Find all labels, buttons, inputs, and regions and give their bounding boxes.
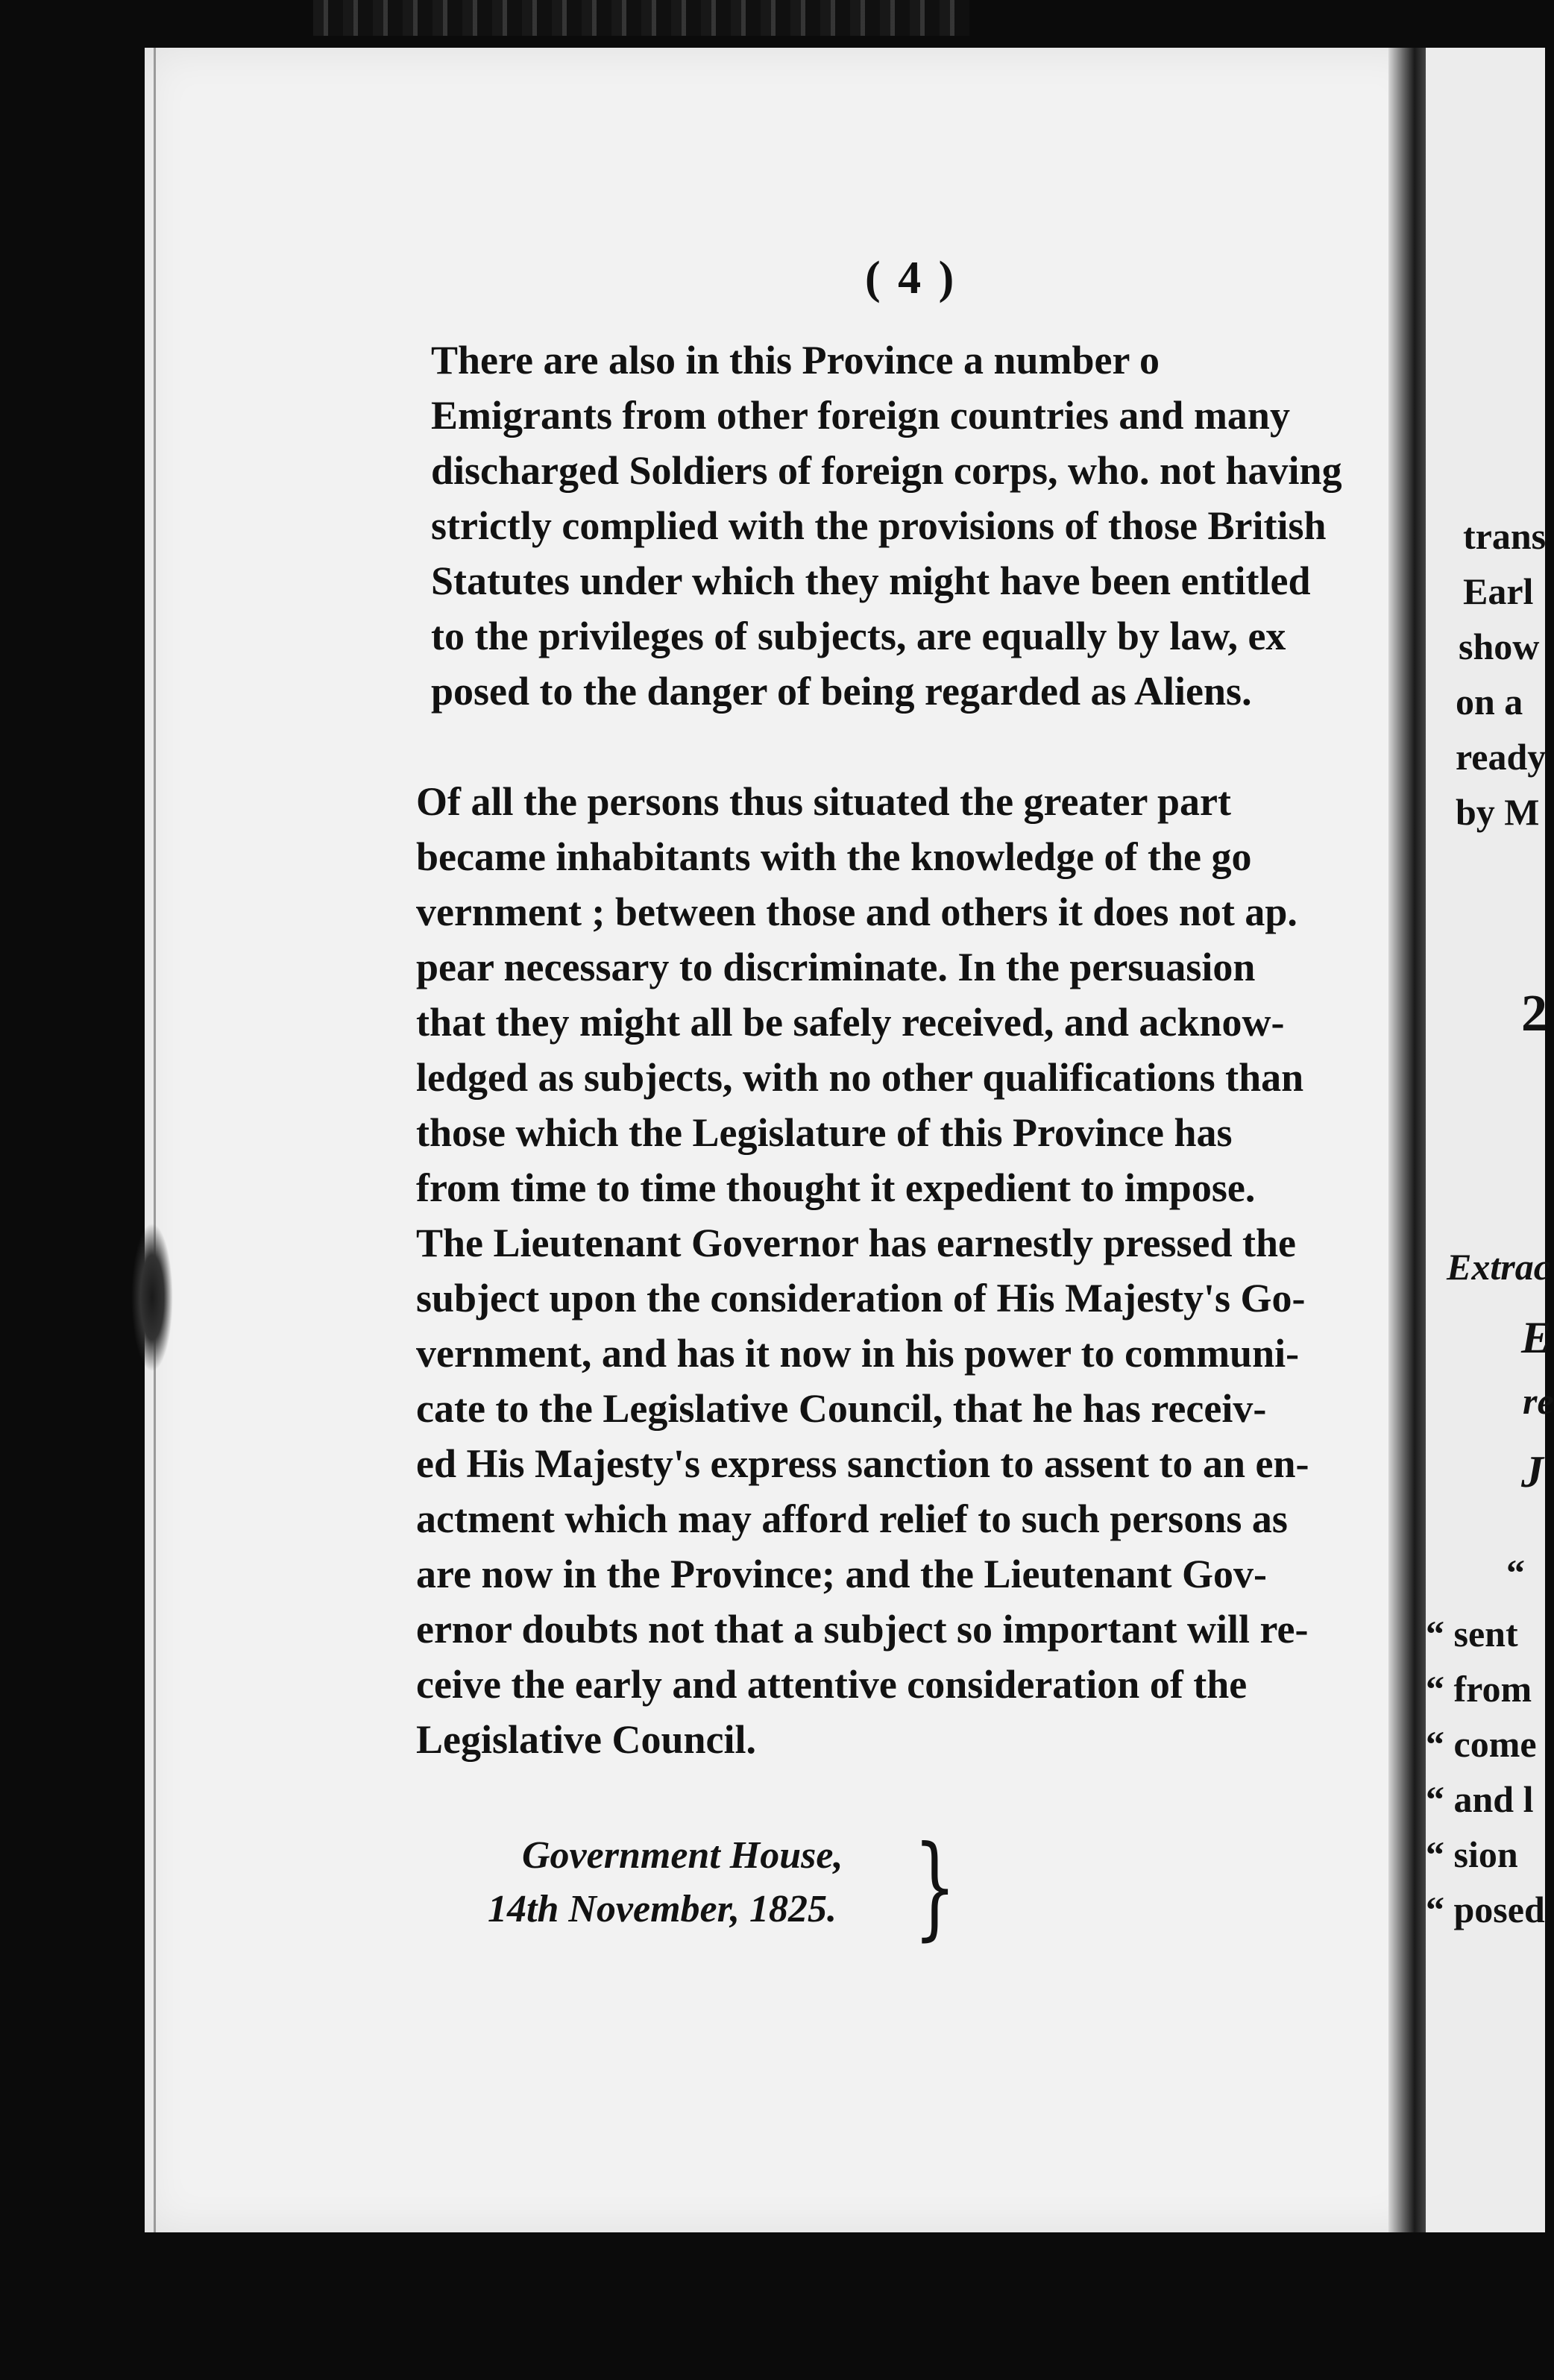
text-line: that they might all be safely received, and acknow- [416, 1000, 1285, 1045]
text-line: vernment ; between those and others it does not ap. [416, 890, 1297, 934]
text-line: actment which may afford relief to such persons as [416, 1496, 1288, 1541]
text-line: ed His Majesty's express sanction to assent to an en- [416, 1441, 1309, 1486]
text-line: The Lieutenant Governor has earnestly pressed the [416, 1221, 1296, 1265]
text-line: Emigrants from other foreign countries and many [431, 393, 1290, 438]
text-line: pear necessary to discriminate. In the persuasion [416, 945, 1256, 989]
right-page-line: “ posed [1426, 1889, 1545, 1930]
text-line: strictly complied with the provisions of those British [431, 503, 1327, 548]
text-line: Of all the persons thus situated the greater part [416, 779, 1231, 824]
right-page-line: ready [1456, 736, 1547, 778]
right-page-line: J [1521, 1447, 1544, 1496]
signature-date: 14th November, 1825. [488, 1888, 837, 1930]
right-page-line: “ and l [1426, 1778, 1534, 1820]
signature-brace: } [913, 1822, 957, 1952]
paragraph-persons [416, 774, 1385, 1767]
text-line: cate to the Legislative Council, that he has receiv- [416, 1386, 1267, 1431]
page-edge-rule [154, 48, 156, 2232]
text-line: ceive the early and attentive consideration of the [416, 1662, 1248, 1707]
text-line: vernment, and has it now in his power to communi- [416, 1331, 1300, 1376]
page-number: ( 4 ) [865, 253, 957, 303]
text-line: from time to time thought it expedient to impose. [416, 1165, 1256, 1210]
text-line: to the privileges of subjects, are equally by law, ex [431, 614, 1286, 658]
text-line: are now in the Province; and the Lieutenant Gov- [416, 1552, 1267, 1596]
signature-place: Government House, [522, 1834, 843, 1877]
paragraph-aliens [431, 333, 1400, 719]
right-page-line: trans [1463, 515, 1547, 557]
right-page-line: “ [1506, 1552, 1525, 1593]
text-line: those which the Legislature of this Province has [416, 1110, 1233, 1155]
scan-top-strip [313, 0, 969, 36]
text-line: became inhabitants with the knowledge of the go [416, 834, 1252, 879]
right-page-line: “ sion [1426, 1833, 1518, 1875]
right-page-line: show [1459, 626, 1540, 667]
right-page-line: by M [1456, 791, 1540, 833]
right-page-line: re [1523, 1380, 1554, 1422]
right-page-line: on a [1456, 681, 1523, 722]
text-line: Legislative Council. [416, 1717, 756, 1762]
text-line: Statutes under which they might have been entitled [431, 558, 1311, 603]
ink-blot [131, 1223, 173, 1372]
text-line: subject upon the consideration of His Majesty's Go- [416, 1276, 1306, 1320]
right-page-line: E [1521, 1313, 1552, 1362]
right-page-line: “ come [1426, 1723, 1537, 1765]
text-line: discharged Soldiers of foreign corps, who. not having [431, 448, 1342, 493]
right-page-line: 2 [1521, 985, 1547, 1042]
text-line: ledged as subjects, with no other qualifications than [416, 1055, 1304, 1100]
text-line: ernor doubts not that a subject so important will re- [416, 1607, 1309, 1652]
right-page-line: “ sent [1426, 1613, 1518, 1655]
text-line: posed to the danger of being regarded as Aliens. [431, 669, 1252, 714]
right-page-line: Earl [1463, 570, 1534, 612]
right-page-line: Extrac [1447, 1246, 1550, 1288]
text-line: There are also in this Province a number o [431, 338, 1160, 382]
right-page-line: “ from [1426, 1668, 1532, 1710]
